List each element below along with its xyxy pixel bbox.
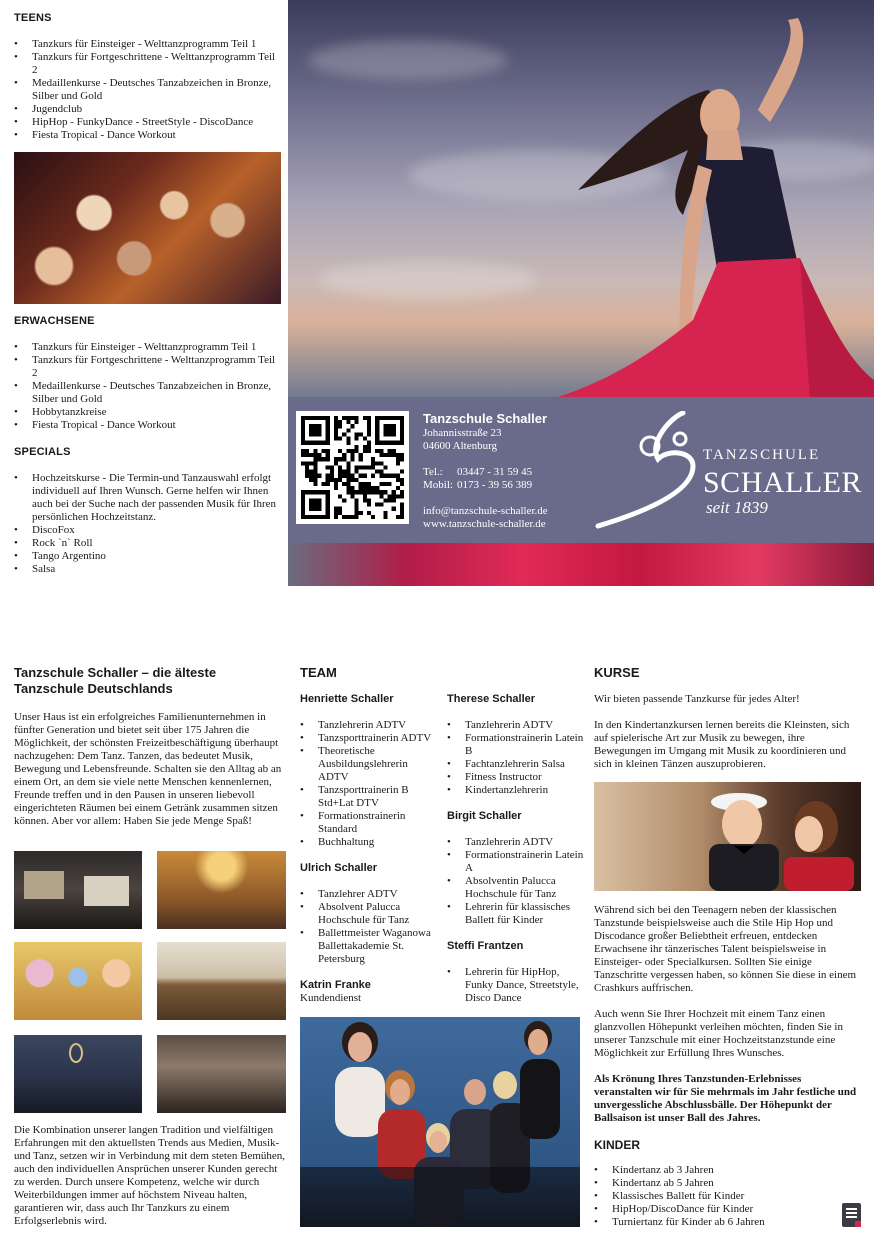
list-item: • Tanzlehrerin ADTV [447,719,584,732]
therese-name: Therese Schaller [447,693,536,705]
about-para1: Unser Haus ist ein erfolgreiches Familienunternehmen in fünfter Generation und bietet seit über 175 Jahren die Möglichkeit, der schönsten Freizeitbeschäftigung überhaupt nachzugehen: Dem Tanz. Tanzen, das bedeutet Musik, Bewegung und Lebensfreunde. Schalten sie den Alltag ab an einem Ort, an dem sie viele nette Menschen kennenlernen, Freunde treffen und in den Pausen in unseren liebevoll eingerichteten Räumen bei einem Getränk zusammen sitzen können. Aber vor allem: Haben Sie jede Menge Spaß! [14,711,282,827]
list-item: • Fachtanzlehrerin Salsa [447,758,584,771]
erwachsene-list [14,341,282,432]
contact-web[interactable]: www.tanzschule-schaller.de [423,518,546,530]
kurse-section [594,665,862,784]
contact-email[interactable]: info@tanzschule-schaller.de [423,505,548,517]
kids-figures [594,782,861,891]
kinder-list [594,1164,862,1229]
qr-code-pattern [301,416,404,519]
ulrich-name: Ulrich Schaller [300,862,378,874]
kurse-section-cont [594,904,862,1229]
list-item: • Tanzlehrerin ADTV [300,719,440,732]
logo-line1: TANZSCHULE [703,447,821,463]
list-item: • Fiesta Tropical - Dance Workout [14,129,282,142]
kurse-para2: Während sich bei den Teenagern neben der klassischen Tanzstunde beispielsweise auch die Stile Hip Hop und Discodance großer Beliebtheit erfreuen, entdecken Erwachsene ihr tänzerisches Talent beispielsweise in Einsteiger- oder Specialkursen. Sollten Sie einige Tanzschritte vergessen haben, so können Sie diese in einem Crashkurs auffrischen. [594,904,857,994]
list-item: • Ballettmeister Waganowa Ballettakademie St. Petersburg [300,927,440,966]
list-item: • Medaillenkurse - Deutsches Tanzabzeichen in Bronze, Silber und Gold [14,77,282,103]
steffi-list [447,966,584,1005]
gallery-photo-6 [157,1035,286,1113]
list-item: • Absolventin Palucca Hochschule für Tanz [447,875,584,901]
contact-name: Tanzschule Schaller [423,411,548,426]
list-item: • Kindertanzlehrerin [447,784,584,797]
kids-dance-photo [594,782,861,891]
list-item: • Formationstrainerin Standard [300,810,440,836]
list-item: • Buchhaltung [300,836,440,849]
kinder-heading: KINDER [594,1138,641,1152]
gallery-photo-2 [157,851,286,929]
team-figures [300,1017,580,1227]
contact-band [288,397,874,543]
gallery-photo-3 [14,942,142,1020]
list-item: • Theoretische Ausbildungslehrerin ADTV [300,745,440,784]
specials-heading: SPECIALS [14,446,71,458]
katrin-name: Katrin Franke [300,979,371,991]
therese-list [447,719,584,797]
list-item: • Tanzlehrer ADTV [300,888,440,901]
list-item: • Hobbytanzkreise [14,406,282,419]
list-item: • Absolvent Palucca Hochschule für Tanz [300,901,440,927]
list-item: • Tango Argentino [14,550,282,563]
steffi-name: Steffi Frantzen [447,940,524,952]
kurse-intro: Wir bieten passende Tanzkurse für jedes Alter! [594,693,800,705]
team-section [300,665,582,681]
gallery-photo-5 [14,1035,142,1113]
kurse-para1: In den Kindertanzkursen lernen bereits die Kleinsten, sich auf spielerische Art zur Musik zu bewegen, ihre Bewegungen im Umgang mit Musik zu koordinieren und sich in kleinen Tänzen auszuprobieren. [594,719,850,770]
birgit-list [447,836,584,927]
list-item: • Tanzsporttrainerin B Std+Lat DTV [300,784,440,810]
about-para2: Die Kombination unserer langen Tradition und vielfältigen Erfahrungen mit den aktuellsten Trends aus Medien, Musik- und Tanz, setzen wir in Verbindung mit dem steten Bemühen, auch den individuellen Ansprüchen unserer Kunden gerecht zu werden. Durch unsere Kompetenz, welche wir durch Weiterbildungen immer auf höchstem Niveau halten, garantieren wir, dass auch Ihr Tanzkurs zu einem Erfolgserlebnis wird. [14,1124,286,1227]
contact-city: 04600 Altenburg [423,440,498,452]
list-item: • Tanzkurs für Einsteiger - Welttanzprogramm Teil 1 [14,341,282,354]
team-col-right [447,693,584,1005]
erwachsene-heading: ERWACHSENE [14,315,95,327]
tel-label: Tel.: [423,466,443,478]
contact-street: Johannisstraße 23 [423,427,502,439]
ulrich-list [300,888,440,966]
logo-line3: seit 1839 [706,498,768,517]
team-photo [300,1017,580,1227]
list-item: • Tanzkurs für Fortgeschrittene - Welttanzprogramm Teil 2 [14,51,282,77]
logo-line2: SCHALLER [703,466,863,499]
mobil-label: Mobil: [423,479,453,491]
specials-section [14,446,282,576]
list-item: • Salsa [14,563,282,576]
skirt-strip [288,543,874,586]
list-item: • HipHop - FunkyDance - StreetStyle - DiscoDance [14,116,282,129]
henriette-list [300,719,440,849]
birgit-name: Birgit Schaller [447,810,522,822]
schaller-logo [588,411,868,536]
list-item: • Formationstrainerin Latein B [447,732,584,758]
about-title: Tanzschule Schaller – die älteste Tanzschule Deutschlands [14,665,217,696]
tel-number[interactable]: 03447 - 31 59 45 [457,466,533,478]
list-item: • Tanzkurs für Fortgeschrittene - Welttanzprogramm Teil 2 [14,354,282,380]
list-item: • Lehrerin für HipHop, Funky Dance, Streetstyle, Disco Dance [447,966,584,1005]
katrin-role: Kundendienst [300,992,362,1004]
list-item: • Tanzsporttrainerin ADTV [300,732,440,745]
list-item: • Tanzkurs für Einsteiger - Welttanzprogramm Teil 1 [14,38,282,51]
list-item: • Fitness Instructor [447,771,584,784]
erwachsene-section [14,315,282,432]
list-item: • Fiesta Tropical - Dance Workout [14,419,282,432]
teens-list [14,38,282,142]
list-item: • DiscoFox [14,524,282,537]
list-item: • Jugendclub [14,103,282,116]
list-item: • Formationstrainerin Latein A [447,849,584,875]
henriette-name: Henriette Schaller [300,693,394,705]
gallery-photo-1 [14,851,142,929]
about-section [14,665,286,841]
gallery-photo-4 [157,942,286,1020]
list-item: • HipHop/DiscoDance für Kinder [594,1203,862,1216]
list-item: • Rock `n` Roll [14,537,282,550]
teens-section [14,12,282,142]
list-item: • Tanzlehrerin ADTV [447,836,584,849]
team-heading: TEAM [300,665,337,680]
list-item: • Medaillenkurse - Deutsches Tanzabzeichen in Bronze, Silber und Gold [14,380,282,406]
teens-heading: TEENS [14,12,52,24]
mobil-number[interactable]: 0173 - 39 56 389 [457,479,533,491]
team-col-left [300,693,440,1005]
specials-list [14,472,282,576]
document-icon[interactable] [842,1203,861,1227]
list-item: • Hochzeitskurse - Die Termin-und Tanzauswahl erfolgt individuell auf Ihren Wunsch. Gerne helfen wir Ihnen auch bei der Suche nach der passenden Musik für Ihren persönlichen Hochzeitstanz. [14,472,282,524]
teens-photo [14,152,281,304]
kurse-para3: Auch wenn Sie Ihrer Hochzeit mit einem Tanz einen glanzvollen Höhepunkt verleihen möchten, finden Sie in unserer Tanzschule mit einer Hochzeitstanzstunde eine Möglichkeit zur Erfüllung Ihres Wunsches. [594,1008,843,1059]
kurse-para4: Als Krönung Ihres Tanzstunden-Erlebnisses veranstalten wir für Sie mehrmals im Jahr festliche und unvergessliche Abschlussbälle. Der Höhepunkt der Ballsaison ist unser Ball des Jahres. [594,1073,857,1124]
list-item: • Turniertanz für Kinder ab 6 Jahren [594,1216,862,1229]
kurse-heading: KURSE [594,665,640,680]
logo-swirl-icon [588,411,708,531]
qr-code[interactable] [296,411,409,524]
list-item: • Klassisches Ballett für Kinder [594,1190,862,1203]
list-item: • Lehrerin für klassisches Ballett für Kinder [447,901,584,927]
list-item: • Kindertanz ab 5 Jahren [594,1177,862,1190]
list-item: • Kindertanz ab 3 Jahren [594,1164,862,1177]
